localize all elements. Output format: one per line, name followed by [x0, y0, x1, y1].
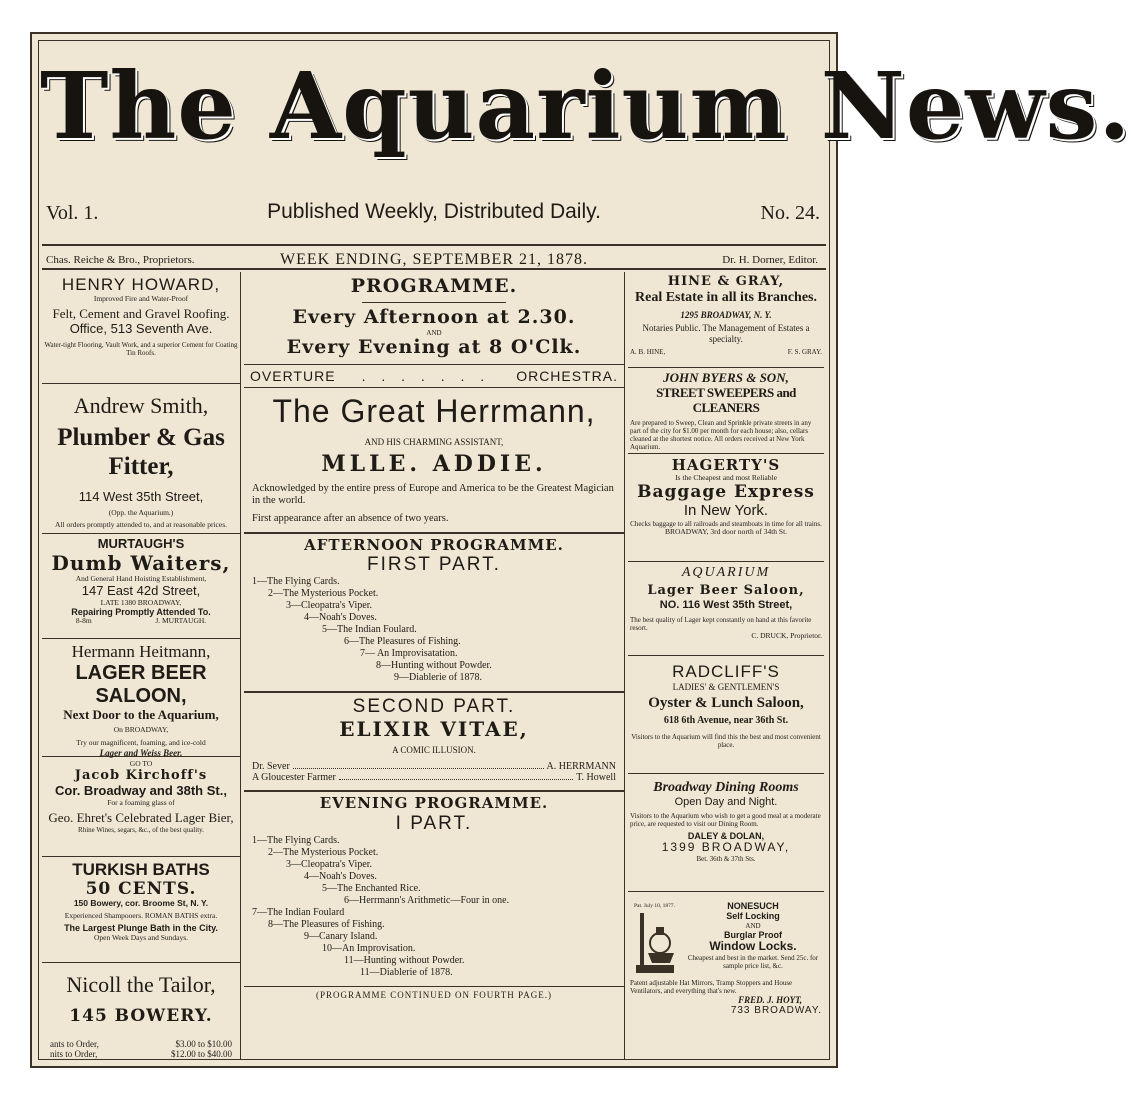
programme-item: 1—The Flying Cards.	[252, 834, 340, 846]
ad-name: AQUARIUM	[681, 565, 771, 580]
ad-text: The best quality of Lager kept constantly on hand at this favorite resort.	[630, 615, 812, 632]
newspaper-page	[30, 32, 1131, 1068]
programme-list	[252, 576, 616, 684]
ad-kirchoff	[42, 757, 240, 857]
ad-text: LATE 1380 BROADWAY,	[100, 597, 182, 607]
ad-name: HENRY HOWARD,	[61, 275, 221, 294]
ad-name: HINE & GRAY,	[667, 274, 785, 289]
ad-text: Felt, Cement and Gravel Roofing.	[52, 306, 230, 322]
ad-name: Hermann Heitmann,	[71, 642, 211, 661]
price-label: nits to Order,	[50, 1048, 98, 1059]
cast-actor: T. Howell	[576, 772, 616, 784]
cast-row	[252, 761, 616, 772]
ad-text: (Opp. the Aquarium.)	[108, 507, 174, 517]
section-heading: EVENING PROGRAMME.	[319, 794, 549, 813]
ad-text: Repairing Promptly Attended To.	[71, 607, 211, 618]
programme-item: 1—The Flying Cards.	[252, 576, 340, 588]
programme-item: 7—The Indian Foulard	[252, 906, 345, 918]
rule	[244, 790, 624, 792]
illusion-title: ELIXIR VITAE,	[339, 717, 529, 742]
ad-turkish-baths	[42, 857, 240, 963]
header-rule	[42, 268, 826, 270]
rule	[244, 691, 624, 693]
ad-address: 114 West 35th Street,	[78, 488, 204, 504]
ad-text: Improved Fire and Water-Proof	[93, 293, 189, 303]
ad-signature: F. S. GRAY.	[787, 348, 822, 357]
ad-address: 1295 BROADWAY, N. Y.	[680, 310, 772, 321]
programme-item: 11—Diablerie of 1878.	[360, 966, 453, 978]
ad-trade: Plumber & Gas Fitter,	[57, 424, 225, 481]
volume: Vol. 1.	[46, 202, 99, 224]
programme-item: 4—Noah's Doves.	[304, 612, 377, 624]
ad-fred-hoyt	[628, 892, 824, 1052]
ad-address: 150 Bowery, cor. Broome St, N. Y.	[73, 898, 209, 909]
ad-text: Cheapest and best in the market. Send 25c. for sample price list, &c.	[687, 953, 819, 970]
ad-aquarium-saloon	[628, 562, 824, 656]
price-value: $12.00 to $40.00	[170, 1048, 232, 1059]
rule	[244, 364, 624, 365]
programme-item: 5—The Indian Foulard.	[322, 624, 417, 636]
ad-trade: Baggage Express	[637, 481, 815, 502]
programme-item: 2—The Mysterious Pocket.	[268, 846, 379, 858]
ad-text: Next Door to the Aquarium,	[63, 706, 219, 722]
ad-text: Burglar Proof	[723, 929, 782, 940]
ad-name: TURKISH BATHS	[72, 860, 210, 879]
ad-signature: FRED. J. HOYT,	[738, 995, 802, 1006]
ad-text: On BROADWAY,	[113, 725, 169, 735]
ad-text: All orders promptly attended to, and at reasonable prices.	[54, 520, 228, 530]
tagline: Published Weekly, Distributed Daily.	[267, 200, 601, 223]
price-row	[44, 1049, 238, 1059]
ad-signature-line	[44, 617, 238, 626]
second-part	[244, 696, 624, 787]
price-row	[44, 1039, 238, 1049]
part-heading: FIRST PART.	[367, 554, 501, 576]
ad-andrew-smith	[42, 384, 240, 534]
ad-text: Visitors to the Aquarium who wish to get a good meal at a moderate price, are requested to visit our Dining Room.	[630, 811, 821, 828]
ad-name: NONESUCH	[727, 901, 779, 911]
ad-address: Cor. Broadway and 38th St.,	[55, 782, 227, 798]
ad-product: LAGER BEER SALOON,	[75, 661, 207, 707]
programme-item: 8—The Pleasures of Fishing.	[268, 918, 385, 930]
programme-item: 3—Cleopatra's Viper.	[286, 600, 373, 612]
ad-text: GO TO	[129, 759, 153, 768]
programme-item: 11—Hunting without Powder.	[344, 954, 465, 966]
ad-hine-gray	[628, 272, 824, 368]
right-column	[628, 272, 824, 1060]
ad-nicoll-tailor	[42, 963, 240, 1083]
ad-address: 1399 BROADWAY,	[661, 840, 791, 855]
price-value: $3.00 to $10.00	[175, 1038, 232, 1049]
ad-text: Visitors to the Aquarium will find this the best and most convenient place.	[631, 732, 821, 749]
ad-text: Checks baggage to all railroads and steamboats in time for all trains.	[630, 519, 822, 528]
ad-text: Self Locking	[726, 911, 780, 922]
schedule-evening: Every Evening at 8 O'Clk.	[286, 335, 582, 358]
section-heading: PROGRAMME.	[350, 275, 518, 297]
patent-date: Pat. July 10, 1877.	[634, 903, 675, 909]
ad-signature: A. B. HINE,	[630, 348, 666, 357]
ad-name: Andrew Smith,	[73, 393, 209, 418]
ad-address: Office, 513 Seventh Ave.	[69, 321, 213, 337]
ad-code: 8-8m	[75, 616, 92, 626]
cast-role: Dr. Sever	[252, 761, 290, 773]
ad-price: 50 CENTS.	[85, 878, 197, 899]
left-column	[42, 272, 241, 1060]
ad-text: Rhine Wines, segars, &c., of the best quality.	[78, 826, 204, 835]
first-appearance: First appearance after an absence of two years.	[252, 513, 449, 525]
ad-text: Experienced Shampooers. ROMAN BATHS extra.	[64, 910, 218, 920]
overture-line: OVERTURE . . . . . . . ORCHESTRA.	[250, 367, 618, 384]
ad-broadway-dining	[628, 774, 824, 892]
editor: Dr. H. Dorner, Editor.	[722, 254, 818, 266]
price-label: ants to Order,	[50, 1038, 99, 1049]
programme-item: 3—Cleopatra's Viper.	[286, 858, 373, 870]
ad-text: Try our magnificent, foaming, and ice-cold	[76, 738, 206, 748]
week-ending: WEEK ENDING, SEPTEMBER 21, 1878.	[280, 251, 588, 268]
programme-item: 10—An Improvisation.	[322, 942, 416, 954]
ad-text: Open Day and Night.	[674, 796, 778, 809]
schedule-afternoon: Every Afternoon at 2.30.	[292, 305, 576, 328]
ad-text: A COMIC ILLUSION.	[392, 745, 476, 756]
cast-row	[252, 772, 616, 783]
ad-name: RADCLIFF'S	[672, 662, 780, 681]
rule	[244, 387, 624, 388]
programme-header	[244, 272, 624, 361]
programme-item: 4—Noah's Doves.	[304, 870, 377, 882]
proprietors: Chas. Reiche & Bro., Proprietors.	[46, 254, 195, 266]
window-lock-illustration	[634, 899, 680, 979]
ad-address: BROADWAY, 3rd door north of 34th St.	[664, 526, 788, 536]
cast-actor: A. HERRMANN	[546, 761, 616, 773]
ad-text: AND	[426, 328, 442, 337]
cast-role: A Gloucester Farmer	[252, 772, 336, 784]
assistant-name: MLLE. ADDIE.	[321, 450, 547, 477]
ad-henry-howard	[42, 272, 240, 384]
ad-text: Lager and Weiss Beer.	[99, 747, 183, 758]
programme-list	[252, 835, 616, 979]
ad-murtaugh	[42, 534, 240, 639]
overture-label: OVERTURE	[250, 367, 336, 384]
ad-text: The Largest Plunge Bath in the City.	[64, 923, 218, 934]
ad-text: Bet. 36th & 37th Sts.	[696, 854, 756, 863]
ad-name: HAGERTY'S	[671, 456, 781, 474]
programme-item: 6—Herrmann's Arithmetic—Four in one.	[344, 894, 510, 906]
ad-text: DALEY & DOLAN,	[687, 830, 765, 841]
ad-address: 733 BROADWAY.	[730, 1005, 822, 1017]
herrmann-feature	[244, 391, 624, 530]
ad-product: Window Locks.	[709, 939, 797, 954]
ad-hagerty	[628, 454, 824, 562]
ad-signature: J. MURTAUGH.	[155, 616, 207, 626]
ad-radcliff	[628, 656, 824, 774]
ad-trade: Real Estate in all its Branches.	[635, 289, 817, 305]
ad-text: LADIES' & GENTLEMEN'S	[672, 681, 780, 692]
programme-item: 5—The Enchanted Rice.	[322, 882, 421, 894]
ad-name: JOHN BYERS & SON,	[663, 370, 789, 385]
programme-item: 2—The Mysterious Pocket.	[268, 588, 379, 600]
ad-text: Notaries Public. The Management of Estates a specialty.	[642, 323, 810, 344]
programme-item: 6—The Pleasures of Fishing.	[344, 636, 461, 648]
ad-name: Broadway Dining Rooms	[653, 780, 799, 795]
ad-text: And General Hand Hoisting Establishment,	[75, 573, 207, 583]
ad-text: Water-tight Flooring, Vault Work, and a superior Cement for Coating Tin Roofs.	[44, 341, 238, 358]
ad-john-byers	[628, 368, 824, 454]
ad-text: AND	[745, 921, 761, 930]
ad-text: Is the Cheapest and most Reliable	[675, 473, 777, 483]
part-heading: SECOND PART.	[352, 696, 516, 718]
center-column	[244, 272, 625, 1060]
star-name: The Great Herrmann,	[272, 392, 596, 429]
ad-signature: C. DRUCK, Proprietor.	[751, 630, 822, 640]
continued-note: (PROGRAMME CONTINUED ON FOURTH PAGE.)	[316, 989, 552, 1000]
programme-item: 8—Hunting without Powder.	[376, 660, 492, 672]
rule	[244, 532, 624, 534]
ad-text: Open Week Days and Sundays.	[93, 932, 189, 942]
ad-text: In New York.	[683, 502, 769, 520]
issue-number: No. 24.	[760, 202, 820, 224]
ad-trade: Oyster & Lunch Saloon,	[648, 694, 804, 711]
rule	[244, 986, 624, 987]
ad-name: Nicoll the Tailor,	[66, 972, 216, 997]
programme-item: 7— An Improvisatation.	[360, 648, 458, 660]
afternoon-programme	[244, 537, 624, 688]
section-heading: AFTERNOON PROGRAMME.	[304, 536, 564, 555]
part-heading: I PART.	[395, 812, 473, 834]
programme-item: 9—Canary Island.	[304, 930, 378, 942]
ad-address: 147 East 42d Street,	[81, 582, 201, 598]
ad-text: AND HIS CHARMING ASSISTANT,	[364, 437, 504, 448]
ad-text: Geo. Ehret's Celebrated Lager Bier,	[48, 810, 234, 826]
evening-programme	[244, 795, 624, 982]
ad-text: Patent adjustable Hat Mirrors, Tramp Stoppers and House Ventilators, and everything that's new.	[630, 979, 793, 996]
ad-name: Jacob Kirchoff's	[74, 767, 208, 783]
ad-trade: STREET SWEEPERS and CLEANERS	[656, 384, 796, 415]
ad-signature-line	[630, 348, 822, 356]
programme-item: 9—Diablerie of 1878.	[394, 672, 483, 684]
ad-address: 618 6th Avenue, near 36th St.	[663, 715, 789, 727]
ad-trade: Lager Beer Saloon,	[647, 583, 805, 599]
issue-line	[42, 202, 826, 230]
ad-name: MURTAUGH'S	[97, 536, 185, 551]
acknowledgement: Acknowledged by the entire press of Europe and America to be the Greatest Magician in the world.	[252, 483, 614, 507]
ad-text: Are prepared to Sweep, Clean and Sprinkle private streets in any part of the city for $1.00 per month for each house; also, cellars cleaned at the shortest notice. All orders received at New York Aquarium.	[630, 418, 812, 451]
ad-address: NO. 116 West 35th Street,	[659, 599, 793, 612]
ad-address: 145 BOWERY.	[69, 1006, 213, 1027]
masthead-title: The Aquarium News.	[40, 52, 1131, 160]
ad-text: For a foaming glass of	[107, 797, 175, 807]
orchestra-label: ORCHESTRA.	[516, 367, 618, 384]
ad-heitmann	[42, 639, 240, 757]
ad-product: Dumb Waiters,	[51, 550, 231, 575]
rule	[362, 302, 506, 303]
